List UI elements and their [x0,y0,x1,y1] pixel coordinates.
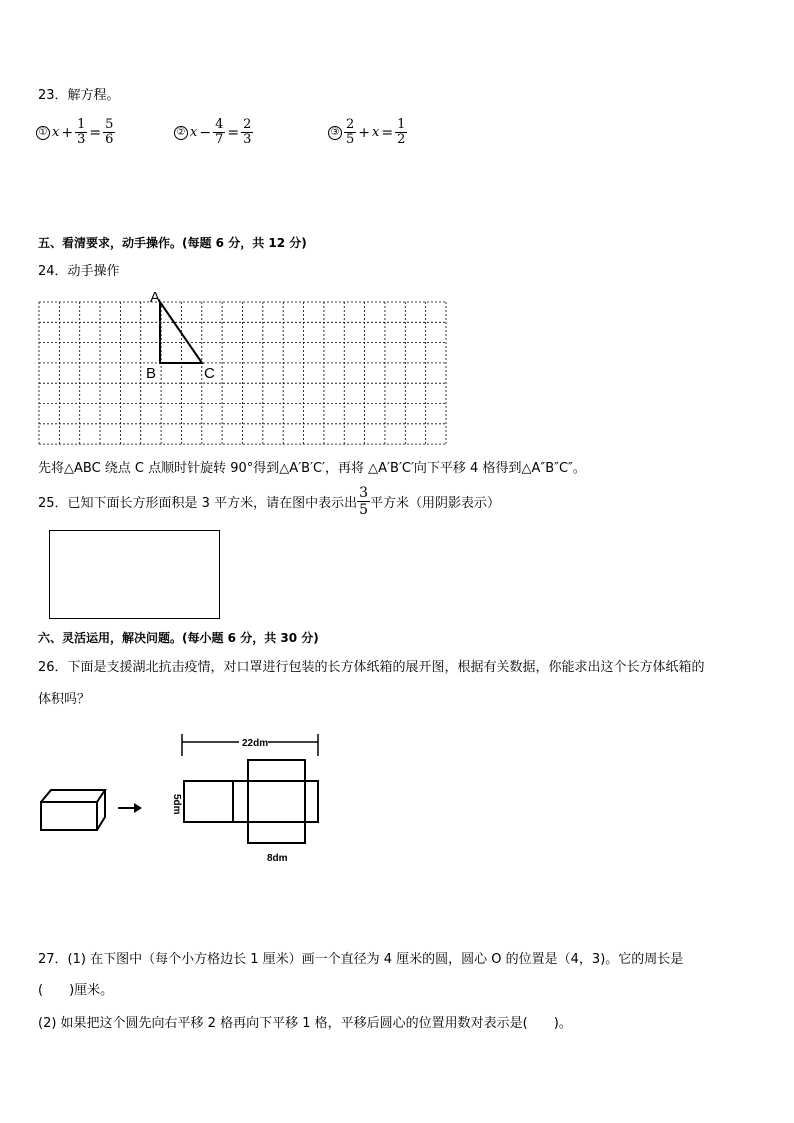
label-b: B [146,365,157,382]
equation-3-var: x [372,125,380,140]
cuboid-drawing [41,790,105,830]
q24-grid-figure [36,284,452,448]
q27-line-3: (2) 如果把这个圆先向右平移 2 格再向下平移 1 格，平移后圆心的位置用数对表示是( )。 [38,1016,572,1031]
triangle-abc [160,302,202,363]
q26-line-1: 26．下面是支援湖北抗击疫情，对口罩进行包装的长方体纸箱的展开图，根据有关数据，你能求出这个长方体纸箱的 [38,660,705,675]
q23-title: 23．解方程。 [38,88,120,103]
equation-1-var: x [52,125,60,140]
dim-side-label: 5dm [171,794,182,815]
q25-rectangle[interactable] [49,530,220,619]
equation-3-number: ③ [328,126,342,140]
box-net [184,760,318,843]
equation-3-plus: + [358,124,371,141]
dim-top-label: 22dm [242,738,269,749]
equation-1-fraction-b: $\frac{5}{6}$ [105,117,114,147]
equation-1-plus: + [61,124,74,141]
arrow-icon [118,803,142,813]
q26-box-figure [36,728,336,868]
q24-title: 24．动手操作 [38,264,120,279]
label-a: A [150,289,161,306]
q27-line-1: 27．(1) 在下图中（每个小方格边长 1 厘米）画一个直径为 4 厘米的圆，圆心 O 的位置是（4，3)。它的周长是 [38,952,684,967]
q26-line-2: 体积吗？ [38,692,91,707]
equation-1-fraction-a: $\frac{1}{3}$ [77,117,86,147]
label-c: C [204,365,215,382]
q25-text [38,485,500,518]
section-5-heading: 五、看清要求，动手操作。(每题 6 分，共 12 分) [38,236,307,250]
equation-2 [174,118,253,147]
equation-3-fraction-b: $\frac{1}{2}$ [397,117,406,147]
q25-text-after: 平方米（用阴影表示） [370,496,501,511]
equation-3-fraction-a: $\frac{2}{5}$ [346,117,355,147]
equation-2-number: ② [174,126,188,140]
q25-text-before: 25．已知下面长方形面积是 3 平方米，请在图中表示出 [38,496,358,511]
equation-2-equals: = [227,124,240,141]
equation-1-equals: = [89,124,102,141]
equation-2-fraction-b: $\frac{2}{3}$ [243,117,252,147]
q24-instruction: 先将△ABC 绕点 C 点顺时针旋转 90°得到△A′B′C′，再将 △A′B′C′向下平移 4 格得到△A″B″C″。 [38,461,586,476]
q25-fraction: $\frac{3}{5}$ [359,485,368,518]
q27-line-2: ( )厘米。 [38,983,114,998]
equation-3-equals: = [381,124,394,141]
equation-2-fraction-a: $\frac{4}{7}$ [215,117,224,147]
equation-3 [328,118,407,147]
dim-bottom-label: 8dm [267,853,288,864]
equation-1-number: ① [36,126,50,140]
dashed-grid [39,302,446,444]
equation-2-minus: − [199,124,212,141]
section-6-heading: 六、灵活运用，解决问题。(每小题 6 分，共 30 分) [38,631,319,645]
equation-1 [36,118,115,147]
equation-2-var: x [190,125,198,140]
